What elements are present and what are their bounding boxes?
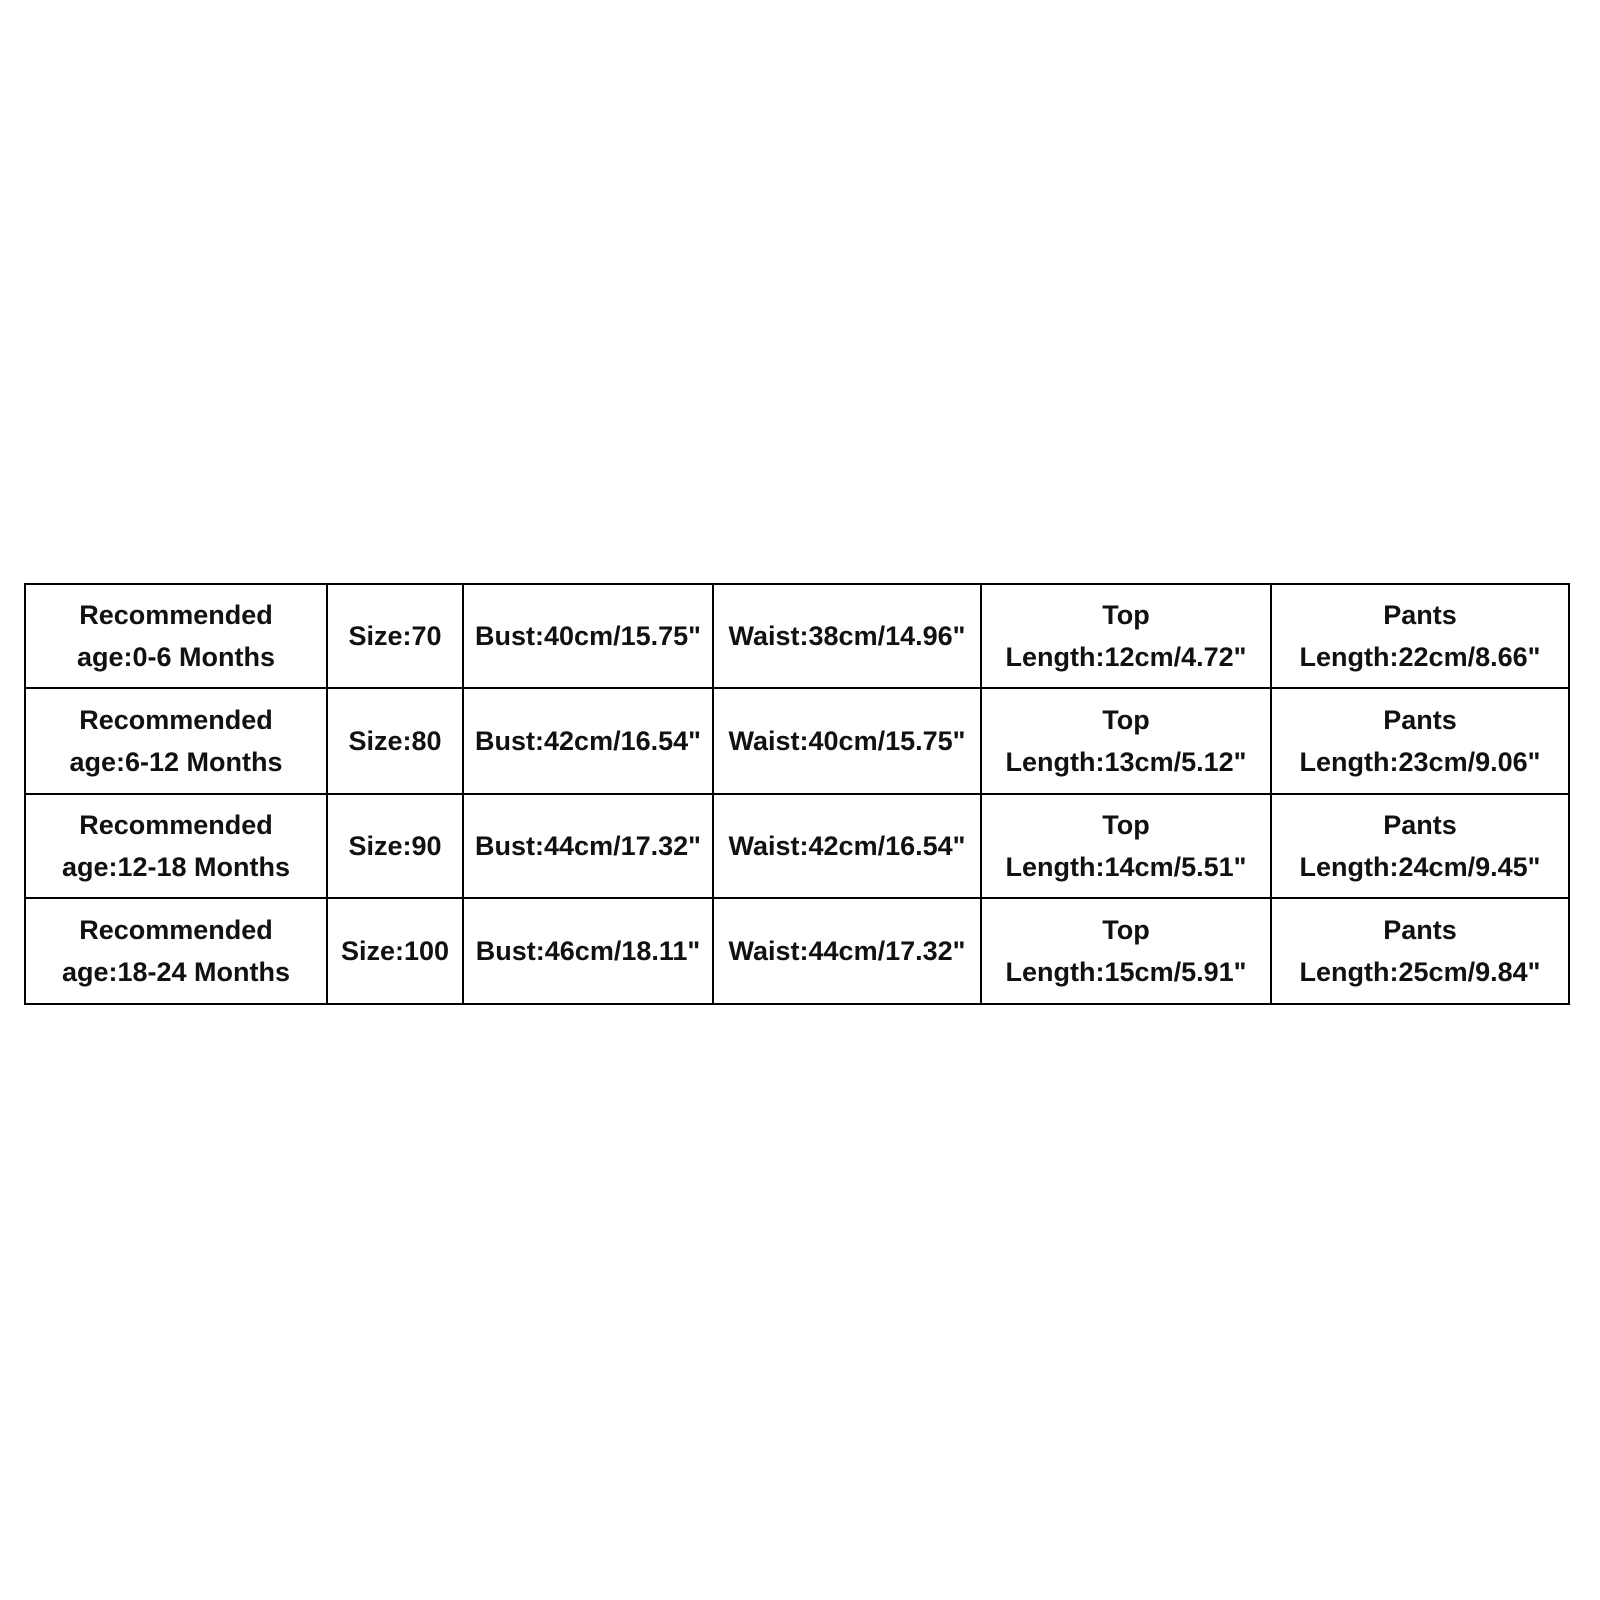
age-cell [25, 584, 327, 688]
pants-length-cell [1271, 584, 1569, 688]
top-length-cell [981, 898, 1271, 1004]
pants-length-cell [1271, 688, 1569, 794]
age-cell [25, 898, 327, 1004]
table-row [25, 688, 1569, 794]
age-cell [25, 688, 327, 794]
top-length-label: Top [1102, 915, 1150, 945]
pants-length-label: Pants [1383, 915, 1457, 945]
top-length-label: Top [1102, 705, 1150, 735]
top-length-value: Length:13cm/5.12" [1005, 747, 1247, 777]
waist-cell: Waist:44cm/17.32" [713, 898, 981, 1004]
age-label: Recommended [79, 705, 273, 735]
top-length-value: Length:15cm/5.91" [1005, 957, 1247, 987]
table-row [25, 584, 1569, 688]
pants-length-cell [1271, 898, 1569, 1004]
bust-cell: Bust:46cm/18.11" [463, 898, 713, 1004]
pants-length-label: Pants [1383, 705, 1457, 735]
waist-cell: Waist:38cm/14.96" [713, 584, 981, 688]
age-value: age:18-24 Months [61, 957, 291, 987]
age-value: age:0-6 Months [76, 642, 276, 672]
top-length-cell [981, 688, 1271, 794]
pants-length-label: Pants [1383, 600, 1457, 630]
top-length-label: Top [1102, 810, 1150, 840]
size-cell: Size:100 [327, 898, 463, 1004]
age-label: Recommended [79, 600, 273, 630]
top-length-value: Length:14cm/5.51" [1005, 852, 1247, 882]
top-length-cell [981, 794, 1271, 898]
size-cell: Size:80 [327, 688, 463, 794]
waist-cell: Waist:40cm/15.75" [713, 688, 981, 794]
top-length-label: Top [1102, 600, 1150, 630]
pants-length-value: Length:23cm/9.06" [1299, 747, 1541, 777]
age-label: Recommended [79, 915, 273, 945]
pants-length-value: Length:22cm/8.66" [1299, 642, 1541, 672]
bust-cell: Bust:42cm/16.54" [463, 688, 713, 794]
pants-length-value: Length:25cm/9.84" [1299, 957, 1541, 987]
size-cell: Size:70 [327, 584, 463, 688]
waist-cell: Waist:42cm/16.54" [713, 794, 981, 898]
age-value: age:6-12 Months [69, 747, 283, 777]
pants-length-value: Length:24cm/9.45" [1299, 852, 1541, 882]
size-chart-table [24, 583, 1570, 1005]
size-cell: Size:90 [327, 794, 463, 898]
table-row [25, 898, 1569, 1004]
table-row [25, 794, 1569, 898]
age-label: Recommended [79, 810, 273, 840]
top-length-value: Length:12cm/4.72" [1005, 642, 1247, 672]
top-length-cell [981, 584, 1271, 688]
bust-cell: Bust:40cm/15.75" [463, 584, 713, 688]
age-cell [25, 794, 327, 898]
bust-cell: Bust:44cm/17.32" [463, 794, 713, 898]
pants-length-cell [1271, 794, 1569, 898]
age-value: age:12-18 Months [61, 852, 291, 882]
pants-length-label: Pants [1383, 810, 1457, 840]
